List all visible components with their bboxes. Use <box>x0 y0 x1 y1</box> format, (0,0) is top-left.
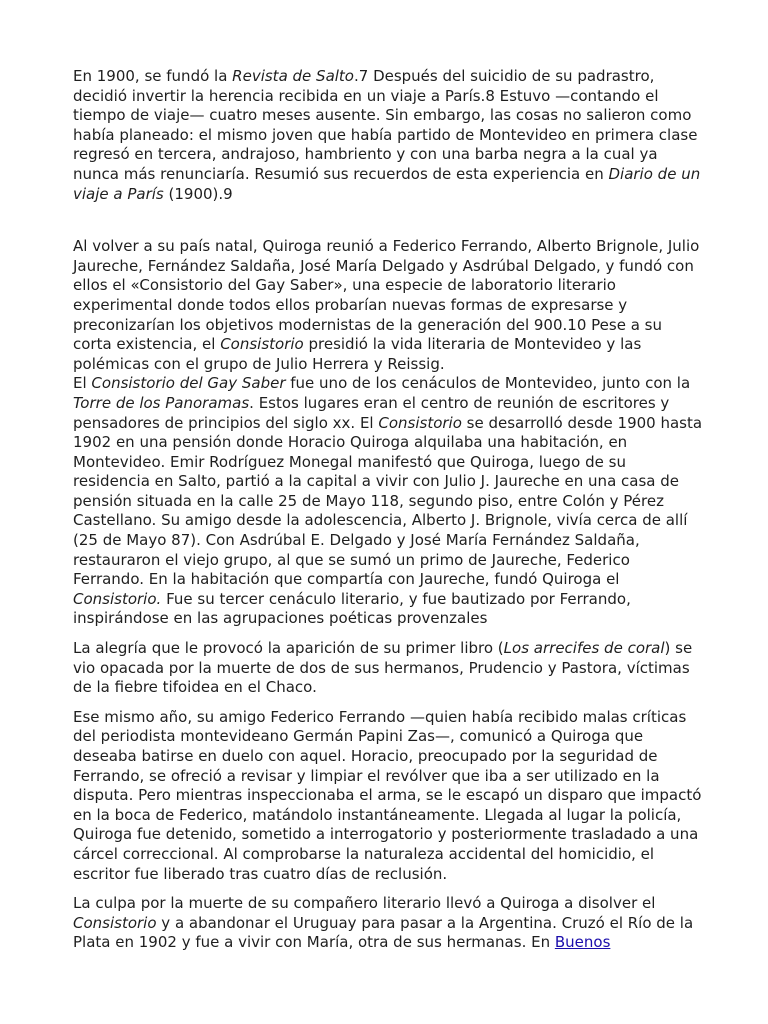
text-run: y a abandonar el Uruguay para pasar a la Argentina. Cruzó el Río de la Plata en 1902 y fue a vivir con María, otra de sus hermanas. En <box>73 913 694 952</box>
text-run: .7 Después del suicidio de su padrastro, decidió invertir la herencia recibida en un viaje a París.8 Estuvo —contando el tiempo de viaje— cuatro meses ausente. Sin embargo, las cosas no salieron como había planeado: el mismo joven que había partido de Montevideo en primera clase regresó en tercera, andrajoso, hambriento y con una barba negra a la cual ya nunca más renunciaría. Resumió sus recuerdos de esta experiencia en <box>73 67 698 183</box>
italic-title: Diario de un viaje a París <box>73 164 701 203</box>
italic-title: Consistorio del Gay Saber <box>91 374 286 393</box>
text-run: El <box>73 374 92 393</box>
paragraph-first-book <box>73 639 703 698</box>
paragraph-consistorio-founding <box>73 237 703 374</box>
italic-title: Torre de los Panoramas <box>73 393 250 412</box>
text-run: ) se vio opacada por la muerte de dos de sus hermanos, Prudencio y Pastora, víctimas de la fiebre tifoidea en el Chaco. <box>73 639 693 697</box>
text-run: La alegría que le provocó la aparición de su primer libro ( <box>73 639 504 658</box>
text-run: Al volver a su país natal, Quiroga reunió a Federico Ferrando, Alberto Brignole, Julio Jaureche, Fernández Saldaña, José María Delgado y Asdrúbal Delgado, y fundó con ellos el «Consistorio del Gay Saber», una especie de laboratorio literario experimental donde todos ellos probarían nuevas formas de expresarse y preconizarían los objetivos modernistas de la generación del 900.10 Pese a su corta existencia, el <box>73 237 700 354</box>
text-run: En 1900, se fundó la <box>73 67 233 85</box>
buenos-aires-link[interactable]: Buenos <box>554 933 611 952</box>
italic-title: Consistorio. <box>73 589 162 608</box>
text-run: fue uno de los cenáculos de Montevideo, junto con la <box>285 374 691 393</box>
document-body <box>73 67 703 953</box>
paragraph-ferrando-accident <box>73 708 703 884</box>
italic-title: Los arrecifes de coral <box>503 639 665 658</box>
text-run: presidió la vida literaria de Montevideo y las polémicas con el grupo de Julio Herrera y Reissig. <box>73 335 642 373</box>
text-run: La culpa por la muerte de su compañero literario llevó a Quiroga a disolver el <box>73 894 656 913</box>
text-run: Fue su tercer cenáculo literario, y fue bautizado por Ferrando, inspirándose en las agrupaciones poéticas provenzales <box>73 589 631 628</box>
paragraph-revista-de-salto <box>73 67 703 204</box>
paragraph-move-to-argentina <box>73 894 703 953</box>
text-run: Ese mismo año, su amigo Federico Ferrando —quien había recibido malas críticas del periodista montevideano Germán Papini Zas—, comunicó a Quiroga que deseaba batirse en duelo con aquel. Horacio, preocupado por la seguridad de Ferrando, se ofreció a revisar y limpiar el revólver que iba a ser utilizado en la disputa. Pero mientras inspeccionaba el arma, se le escapó un disparo que impactó en la boca de Federico, matándolo instantáneamente. Llegada al lugar la policía, Quiroga fue detenido, sometido a interrogatorio y posteriormente trasladado a una cárcel correccional. Al comprobarse la naturaleza accidental del homicidio, el escritor fue liberado tras cuatro días de reclusión. <box>73 707 702 883</box>
text-run: . Estos lugares eran el centro de reunión de escritores y pensadores de principios del siglo xx. El <box>73 393 670 432</box>
text-run: (1900).9 <box>163 184 233 203</box>
paragraph-consistorio-description <box>73 374 703 629</box>
text-run: se desarrolló desde 1900 hasta 1902 en una pensión donde Horacio Quiroga alquilaba una habitación, en Montevideo. Emir Rodríguez Monegal manifestó que Quiroga, luego de su residencia en Salto, partió a la capital a vivir con Julio J. Jaureche en una casa de pensión situada en la calle 25 de Mayo 118, segundo piso, entre Colón y Pérez Castellano. Su amigo desde la adolescencia, Alberto J. Brignole, vivía cerca de allí (25 de Mayo 87). Con Asdrúbal E. Delgado y José María Fernández Saldaña, restauraron el viejo grupo, al que se sumó un primo de Jaureche, Federico Ferrando. En la habitación que compartía con Jaureche, fundó Quiroga el <box>73 413 703 589</box>
italic-title: Revista de Salto <box>232 67 354 85</box>
italic-title: Consistorio <box>220 335 304 354</box>
italic-title: Consistorio <box>378 413 462 432</box>
italic-title: Consistorio <box>73 913 157 932</box>
